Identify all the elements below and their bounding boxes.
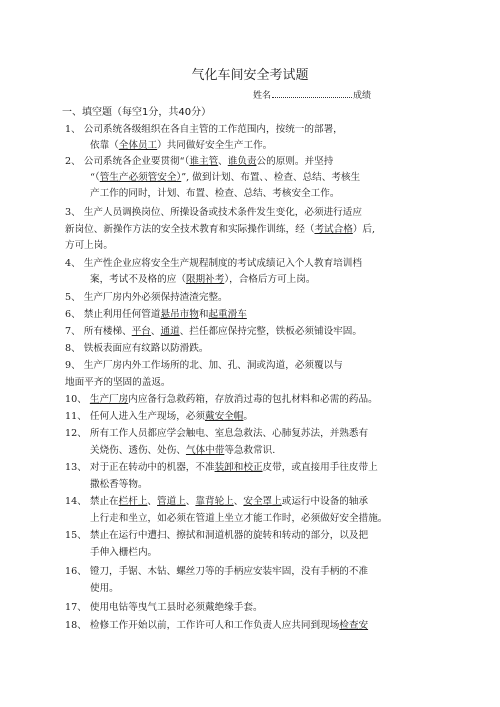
question-line bbox=[90, 445, 275, 457]
answer-text: 起重滑车 bbox=[208, 309, 247, 320]
question-text: 或运行中设备的轴承 bbox=[281, 496, 369, 507]
question-text: 10、 bbox=[65, 394, 90, 405]
answer-text: 悬吊市物 bbox=[160, 309, 199, 320]
question-line bbox=[65, 360, 343, 372]
answer-text: 栏杆上 bbox=[118, 496, 148, 507]
question-text: 方可上岗。 bbox=[65, 240, 113, 251]
section-heading: 一、填空题（每空1分，共40分） bbox=[62, 107, 212, 118]
question-text: ）共同做好安全生产工作。 bbox=[157, 140, 273, 151]
question-text: ”, 做到计划、布置、、检查、总结、考核生 bbox=[181, 172, 361, 183]
question-line bbox=[65, 377, 171, 389]
question-text: 8、 铁板表面应有纹路以防滑跌。 bbox=[65, 343, 209, 354]
answer-text: 通道 bbox=[160, 326, 180, 337]
name-label: 姓名 bbox=[253, 91, 272, 101]
question-line bbox=[65, 292, 228, 304]
question-text: 1、 公司系统各级组织在各自主管的工作范围内，按统一的部署， bbox=[65, 124, 343, 135]
question-text: 等急救常识. bbox=[224, 445, 276, 456]
question-line bbox=[65, 124, 343, 136]
question-line bbox=[65, 462, 378, 474]
answer-text: 谁主管 bbox=[189, 156, 219, 167]
question-text: 手伸入栅栏内。 bbox=[90, 547, 158, 558]
question-text: 、 bbox=[147, 496, 158, 507]
answer-text: 靠背轮上 bbox=[195, 496, 234, 507]
question-text: 17、 使用电钻等曳气工县时必须戴绝缘手套。 bbox=[65, 602, 263, 613]
question-text: 14、 禁止在 bbox=[65, 496, 119, 507]
question-text: 11、 任何人进入生产现场，必须 bbox=[65, 411, 205, 422]
question-line bbox=[65, 496, 368, 508]
question-line bbox=[65, 207, 362, 219]
question-line bbox=[65, 240, 113, 252]
question-text: 7、 所有楼梯、 bbox=[65, 326, 132, 337]
answer-text: 装卸和校正 bbox=[214, 462, 263, 473]
answer-text: 考试合格 bbox=[314, 224, 353, 235]
question-text: 、拦任都应保持完整，铁板必须铺设牢固。 bbox=[179, 326, 362, 337]
question-line bbox=[65, 309, 247, 321]
question-text: 撒松香等物。 bbox=[90, 479, 148, 490]
question-text: 、 bbox=[233, 496, 244, 507]
question-text: 皮带，或直接用手往皮带上 bbox=[262, 462, 378, 473]
question-text: 地面平齐的坚固的盖返。 bbox=[65, 377, 171, 388]
question-line bbox=[65, 224, 375, 236]
question-text: 公的原则。并坚持 bbox=[256, 156, 334, 167]
question-line bbox=[90, 140, 272, 152]
question-text: 6、 禁止利用任何管道 bbox=[65, 309, 161, 320]
question-text: 依靠（ bbox=[90, 140, 119, 151]
question-text: 案，考试不及格的应（ bbox=[90, 274, 186, 285]
answer-text: 管道上 bbox=[157, 496, 186, 507]
question-line bbox=[65, 620, 368, 632]
question-line bbox=[65, 258, 362, 270]
question-line bbox=[65, 343, 208, 355]
question-text: 18、 检修工作开始以前，工作许可人和工作负责人应共同到现场 bbox=[65, 620, 340, 631]
question-line bbox=[65, 602, 263, 614]
question-text: 使用。 bbox=[90, 583, 119, 594]
question-text: 16、 镫刀，手锯、木钻、螺丝刀等的手柄应安装牢固，没有手柄的不准 bbox=[65, 566, 369, 577]
question-line bbox=[90, 547, 157, 559]
answer-text: 生产厂房 bbox=[89, 394, 129, 405]
question-text: 新岗位、新操作方法的安全技术教育和实际操作训练，经（ bbox=[65, 224, 315, 235]
question-text: ），合格后方可上岗。 bbox=[224, 274, 316, 285]
question-text: 内应备行急救药箱，存放消过毒的包扎材料和必需的药品。 bbox=[128, 394, 378, 405]
question-line bbox=[90, 172, 360, 184]
question-text: 5、 生产厂房内外必须保持渣渣完整。 bbox=[65, 292, 228, 303]
question-line bbox=[65, 566, 368, 578]
answer-text: 谁负责 bbox=[227, 156, 257, 167]
answer-text: 戴安全帽 bbox=[204, 411, 244, 422]
answer-text: 全体员工 bbox=[118, 140, 158, 151]
question-line bbox=[65, 326, 362, 338]
answer-text: 限期补考 bbox=[185, 274, 225, 285]
question-text: 关烧伤、透伤、处伤、 bbox=[90, 445, 186, 456]
answer-text: 气体中带 bbox=[185, 445, 225, 456]
question-text: 2、 公司系统各企业要贯彻“（ bbox=[65, 156, 190, 167]
question-text: 、 bbox=[150, 326, 161, 337]
question-text: 。 bbox=[243, 411, 253, 422]
question-text: 和 bbox=[198, 309, 209, 320]
answer-text: 平台 bbox=[131, 326, 151, 337]
answer-text: 管生产必须管安全） bbox=[99, 172, 182, 183]
question-text: 13、 对于正在转动中的机器，不准 bbox=[65, 462, 215, 473]
question-text: 4、 生产性企业应将安全生产规程制度的考试成绩记入个人教育培训档 bbox=[65, 258, 362, 269]
answer-text: 检查安 bbox=[339, 620, 369, 631]
question-line bbox=[65, 156, 333, 168]
question-line bbox=[65, 411, 253, 423]
question-text: 上行走和坐立，如必须在管道上坐立才能工作时，必须做好安全措施。 bbox=[90, 513, 388, 524]
question-line bbox=[90, 274, 315, 286]
question-text: ）后, bbox=[352, 224, 376, 235]
question-text: 、 bbox=[218, 156, 228, 167]
question-text: 15、 禁止在运行中遭扫、擦拭和洞道机器的旋转和转动的部分，以及把 bbox=[65, 530, 369, 541]
document-title: 气化车间安全考试题 bbox=[191, 68, 309, 83]
question-text: 9、 生产厂房内外工作场所的北、加、孔、洞或沟道，必须覆以与 bbox=[65, 360, 343, 371]
question-line bbox=[90, 479, 148, 491]
score-label: 成绩 bbox=[353, 91, 372, 101]
name-blank[interactable] bbox=[272, 89, 352, 98]
question-line bbox=[90, 188, 339, 200]
question-line bbox=[90, 513, 387, 525]
question-text: 3、 生产人员调换岗位、所操设备或技术条件发生变化，必须进行适应 bbox=[65, 207, 362, 218]
question-line bbox=[65, 428, 368, 440]
name-score-row bbox=[253, 88, 371, 101]
answer-text: 安全罩上 bbox=[243, 496, 282, 507]
question-text: “（ bbox=[90, 172, 100, 183]
question-line bbox=[90, 583, 119, 595]
question-line bbox=[65, 530, 368, 542]
question-text: 、 bbox=[185, 496, 196, 507]
question-line bbox=[65, 394, 378, 406]
question-text: 产工作的同时，计划、布置、检查、总结、考核安全工作。 bbox=[90, 188, 340, 199]
question-text: 12、 所有工作人员都应学会触电、室息急救法、心肺复苏法，并熟悉有 bbox=[65, 428, 369, 439]
